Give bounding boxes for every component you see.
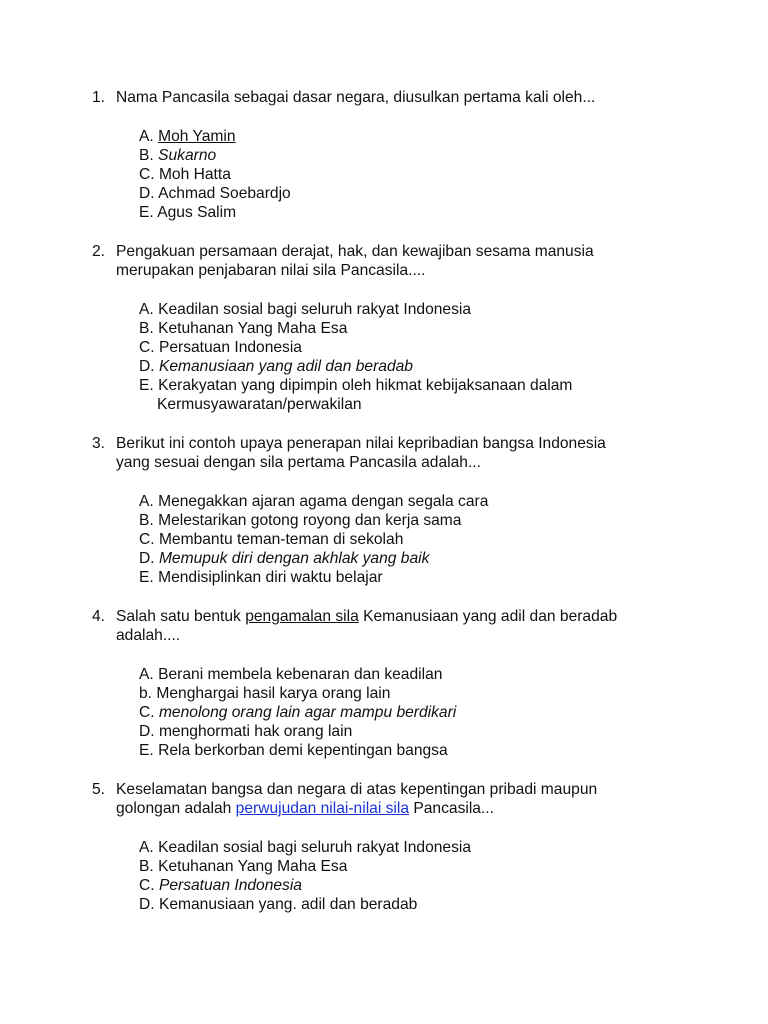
- option-text: Menegakkan ajaran agama dengan segala cara: [158, 493, 489, 510]
- question-number: 3.: [92, 435, 106, 452]
- stem-text: golongan adalah: [116, 800, 236, 817]
- option-d: [139, 549, 692, 568]
- question-stem: [92, 242, 692, 280]
- stem-text: Pancasila...: [409, 800, 494, 817]
- option-text: Memupuk diri dengan akhlak yang baik: [158, 550, 430, 567]
- option-b: [139, 511, 692, 530]
- option-text: Ketuhanan Yang Maha Esa: [158, 320, 348, 337]
- option-text: Membantu teman-teman di sekolah: [158, 531, 404, 548]
- option-letter: B.: [139, 512, 154, 529]
- option-letter: E.: [139, 569, 154, 586]
- option-text: Rela berkorban demi kepentingan bangsa: [158, 742, 448, 759]
- option-letter: C.: [139, 339, 155, 356]
- options-list: [92, 838, 692, 914]
- option-letter: E.: [139, 204, 154, 221]
- stem-line: adalah....: [116, 627, 181, 644]
- option-letter: A.: [139, 128, 154, 145]
- question-1: [92, 88, 692, 222]
- stem-line: merupakan penjabaran nilai sila Pancasila....: [116, 262, 426, 279]
- options-list: [92, 492, 692, 587]
- stem-text: Kemanusiaan yang adil dan beradab: [358, 608, 618, 625]
- option-c: [139, 165, 692, 184]
- option-letter: D.: [139, 896, 155, 913]
- option-c: [139, 338, 692, 357]
- option-letter: B.: [139, 147, 154, 164]
- option-letter: C.: [139, 531, 155, 548]
- option-letter: b.: [139, 685, 153, 702]
- question-number: 4.: [92, 608, 106, 625]
- option-text: Ketuhanan Yang Maha Esa: [158, 858, 348, 875]
- option-e: [139, 568, 692, 587]
- option-text: Moh Yamin: [158, 128, 236, 145]
- option-d: [139, 184, 692, 203]
- option-text: Persatuan Indonesia: [158, 877, 302, 894]
- option-text: Keadilan sosial bagi seluruh rakyat Indonesia: [158, 301, 472, 318]
- question-2: [92, 242, 692, 414]
- option-d: [139, 895, 692, 914]
- stem-line: yang sesuai dengan sila pertama Pancasila adalah...: [116, 454, 481, 471]
- option-c: [139, 530, 692, 549]
- options-list: [92, 665, 692, 760]
- option-text: Agus Salim: [157, 204, 237, 221]
- option-letter: A.: [139, 666, 154, 683]
- option-text: menghormati hak orang lain: [158, 723, 353, 740]
- option-a: [139, 665, 692, 684]
- option-e: [139, 376, 692, 395]
- option-letter: D.: [139, 358, 155, 375]
- stem-underlined-text: pengamalan sila: [245, 608, 359, 625]
- option-e: [139, 203, 692, 222]
- stem-line: Keselamatan bangsa dan negara di atas kepentingan pribadi maupun: [116, 781, 598, 798]
- question-stem: [92, 607, 692, 645]
- option-letter: A.: [139, 301, 154, 318]
- option-a: [139, 838, 692, 857]
- question-stem: [92, 88, 692, 107]
- question-3: [92, 434, 692, 587]
- question-number: 2.: [92, 243, 106, 260]
- options-list: [92, 300, 692, 414]
- option-text: Berani membela kebenaran dan keadilan: [158, 666, 443, 683]
- option-b: [139, 319, 692, 338]
- option-letter: D.: [139, 185, 155, 202]
- stem-line: Pengakuan persamaan derajat, hak, dan kewajiban sesama manusia: [116, 243, 594, 260]
- stem-line: [116, 607, 692, 626]
- option-text: Sukarno: [158, 147, 217, 164]
- option-text: Melestarikan gotong royong dan kerja sama: [158, 512, 462, 529]
- option-a: [139, 127, 692, 146]
- option-e-continuation: Kermusyawaratan/perwakilan: [157, 396, 362, 413]
- option-c: [139, 876, 692, 895]
- option-letter: A.: [139, 839, 154, 856]
- option-text: Keadilan sosial bagi seluruh rakyat Indonesia: [158, 839, 472, 856]
- option-letter: B.: [139, 858, 154, 875]
- option-letter: B.: [139, 320, 154, 337]
- option-letter: C.: [139, 166, 155, 183]
- stem-link[interactable]: perwujudan nilai-nilai sila: [235, 800, 410, 817]
- option-letter: E.: [139, 742, 154, 759]
- option-text: Mendisiplinkan diri waktu belajar: [158, 569, 383, 586]
- stem-line: [116, 799, 692, 818]
- option-c: [139, 703, 692, 722]
- option-b: [139, 146, 692, 165]
- option-b: [139, 684, 692, 703]
- option-d: [139, 357, 692, 376]
- options-list: [92, 127, 692, 222]
- option-d: [139, 722, 692, 741]
- option-text: Kerakyatan yang dipimpin oleh hikmat kebijaksanaan dalam: [158, 377, 573, 394]
- option-text: Kemanusiaan yang adil dan beradab: [158, 358, 413, 375]
- question-stem: [92, 434, 692, 472]
- option-text: Menghargai hasil karya orang lain: [156, 685, 391, 702]
- option-text: Kemanusiaan yang. adil dan beradab: [158, 896, 418, 913]
- question-number: 5.: [92, 781, 106, 798]
- option-letter: D.: [139, 723, 155, 740]
- option-text: Persatuan Indonesia: [158, 339, 302, 356]
- option-text: Achmad Soebardjo: [158, 185, 291, 202]
- option-a: [139, 300, 692, 319]
- stem-text: Salah satu bentuk: [116, 608, 246, 625]
- stem-line: Berikut ini contoh upaya penerapan nilai kepribadian bangsa Indonesia: [116, 435, 606, 452]
- question-4: [92, 607, 692, 760]
- stem-line: Nama Pancasila sebagai dasar negara, diusulkan pertama kali oleh...: [116, 89, 596, 106]
- option-b: [139, 857, 692, 876]
- question-stem: [92, 780, 692, 818]
- option-letter: A.: [139, 493, 154, 510]
- option-text: Moh Hatta: [158, 166, 231, 183]
- question-5: [92, 780, 692, 914]
- option-letter: C.: [139, 704, 155, 721]
- option-letter: D.: [139, 550, 155, 567]
- option-e: [139, 741, 692, 760]
- option-a: [139, 492, 692, 511]
- option-letter: E.: [139, 377, 154, 394]
- question-number: 1.: [92, 89, 106, 106]
- option-text: menolong orang lain agar mampu berdikari: [158, 704, 457, 721]
- option-letter: C.: [139, 877, 155, 894]
